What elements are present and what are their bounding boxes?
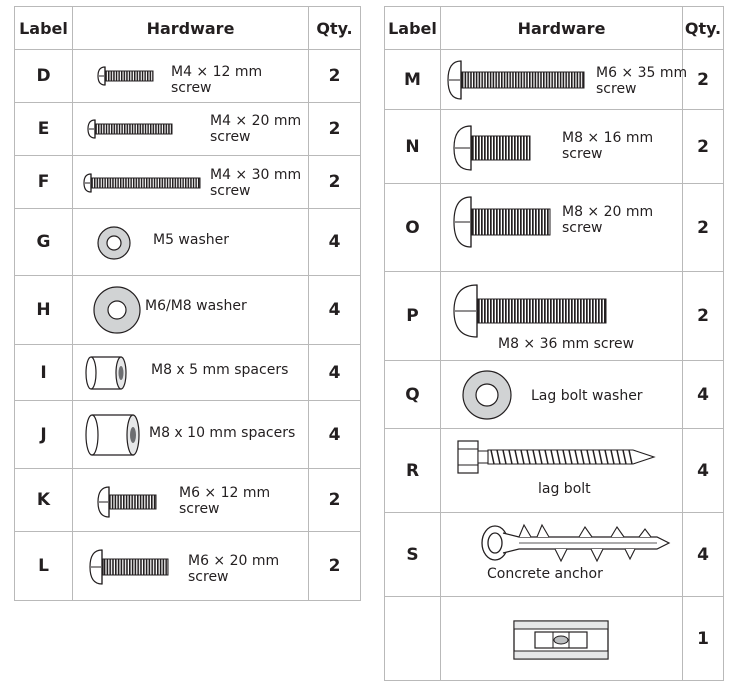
screw-icon [451, 123, 535, 173]
concrete-anchor-icon [479, 523, 675, 567]
row-qty: 2 [683, 272, 724, 361]
hardware-desc-line2: screw [179, 501, 220, 517]
hardware-desc-line1: M6 × 12 mm [179, 485, 271, 501]
table-row [385, 184, 724, 272]
qty-header: Qty. [309, 7, 361, 50]
washer-large-icon [91, 285, 143, 335]
table-row [385, 597, 724, 681]
table-row [15, 401, 361, 469]
table-row [15, 103, 361, 156]
row-label: M [385, 50, 441, 110]
hardware-cell [73, 103, 309, 156]
hardware-cell [441, 361, 683, 429]
row-qty: 2 [309, 156, 361, 209]
washer-icon [461, 369, 513, 421]
hardware-cell [441, 513, 683, 597]
row-qty: 4 [309, 345, 361, 401]
row-qty: 1 [683, 597, 724, 681]
hardware-cell [73, 276, 309, 345]
table-row [385, 429, 724, 513]
hardware-desc-line2: screw [188, 569, 229, 585]
hardware-cell [73, 50, 309, 103]
hardware-desc-line1: M8 × 20 mm [562, 204, 654, 220]
hardware-desc-line1: M6 × 20 mm [188, 553, 280, 569]
row-label: Q [385, 361, 441, 429]
hardware-desc-line2: screw [210, 183, 251, 199]
row-qty: 4 [309, 209, 361, 276]
hardware-cell [441, 272, 683, 361]
screw-icon [451, 194, 555, 250]
washer-small-icon [95, 225, 133, 261]
hardware-desc-line1: M4 × 30 mm [210, 167, 302, 183]
row-qty: 2 [309, 469, 361, 532]
row-label: S [385, 513, 441, 597]
hardware-desc-line1: Concrete anchor [487, 566, 603, 582]
row-label: I [15, 345, 73, 401]
row-qty: 2 [683, 110, 724, 184]
table-row [15, 345, 361, 401]
hardware-header: Hardware [73, 7, 309, 50]
table-row [15, 276, 361, 345]
row-label: R [385, 429, 441, 513]
screw-small-icon [95, 63, 159, 89]
row-label: E [15, 103, 73, 156]
row-label: H [15, 276, 73, 345]
table-row [15, 156, 361, 209]
hardware-cell [441, 110, 683, 184]
screw-long-icon [81, 170, 205, 196]
hardware-desc-line1: lag bolt [538, 481, 591, 497]
row-qty: 4 [309, 401, 361, 469]
row-qty: 2 [309, 532, 361, 601]
hardware-cell [441, 184, 683, 272]
hardware-desc-line2: screw [210, 129, 251, 145]
table-row [385, 110, 724, 184]
row-qty: 2 [309, 103, 361, 156]
label-header: Label [385, 7, 441, 50]
lag-bolt-icon [455, 437, 657, 477]
table-row [15, 50, 361, 103]
hardware-desc-line2: screw [562, 220, 603, 236]
row-label: F [15, 156, 73, 209]
row-qty: 4 [309, 276, 361, 345]
qty-header: Qty. [683, 7, 724, 50]
hardware-desc-line2: screw [562, 146, 603, 162]
hardware-desc-line1: M4 × 20 mm [210, 113, 302, 129]
table-row [385, 361, 724, 429]
hardware-cell [441, 597, 683, 681]
table-row [15, 209, 361, 276]
row-qty: 2 [683, 50, 724, 110]
row-label: O [385, 184, 441, 272]
hardware-desc-line1: Lag bolt washer [531, 388, 643, 404]
label-header: Label [15, 7, 73, 50]
hardware-cell [73, 156, 309, 209]
hardware-desc-line1: M4 × 12 mm [171, 64, 263, 80]
hardware-desc-line1: M5 washer [153, 232, 230, 248]
spacer-short-icon [83, 353, 133, 393]
hardware-header: Hardware [441, 7, 683, 50]
left-hardware-table [14, 6, 361, 601]
hardware-desc-line1: M8 x 5 mm spacers [151, 362, 289, 378]
table-row [385, 50, 724, 110]
row-qty: 4 [683, 361, 724, 429]
right-hardware-table [384, 6, 724, 681]
screw-long-icon [445, 58, 589, 102]
hardware-cell [73, 401, 309, 469]
table-row [385, 272, 724, 361]
header-row [15, 7, 361, 50]
hardware-cell [73, 345, 309, 401]
hardware-desc-line1: M8 × 16 mm [562, 130, 654, 146]
row-label: P [385, 272, 441, 361]
row-qty: 2 [683, 184, 724, 272]
hardware-desc-line2: screw [596, 81, 637, 97]
screw-icon [87, 547, 173, 587]
hardware-desc-line1: M8 × 36 mm screw [498, 336, 635, 352]
row-qty: 4 [683, 429, 724, 513]
row-label: K [15, 469, 73, 532]
table-row [15, 532, 361, 601]
table-row [15, 469, 361, 532]
row-label [385, 597, 441, 681]
hardware-cell [73, 532, 309, 601]
spacer-long-icon [83, 411, 145, 459]
hardware-cell [441, 50, 688, 110]
screw-medium-icon [85, 116, 177, 142]
hardware-desc-line1: M6/M8 washer [145, 298, 247, 314]
row-label: L [15, 532, 73, 601]
table-row [385, 513, 724, 597]
header-row [385, 7, 724, 50]
row-label: N [385, 110, 441, 184]
hardware-desc-line1: M6 × 35 mm [596, 65, 688, 81]
screw-icon [95, 484, 161, 520]
hardware-desc-line1: M8 x 10 mm spacers [149, 425, 296, 441]
row-label: D [15, 50, 73, 103]
bubble-level-icon [511, 617, 611, 663]
hardware-cell [73, 209, 309, 276]
row-qty: 2 [309, 50, 361, 103]
hardware-cell [73, 469, 309, 532]
hardware-cell [441, 429, 683, 513]
screw-large-icon [451, 282, 611, 340]
hardware-desc-line2: screw [171, 80, 212, 96]
row-label: J [15, 401, 73, 469]
row-qty: 4 [683, 513, 724, 597]
row-label: G [15, 209, 73, 276]
